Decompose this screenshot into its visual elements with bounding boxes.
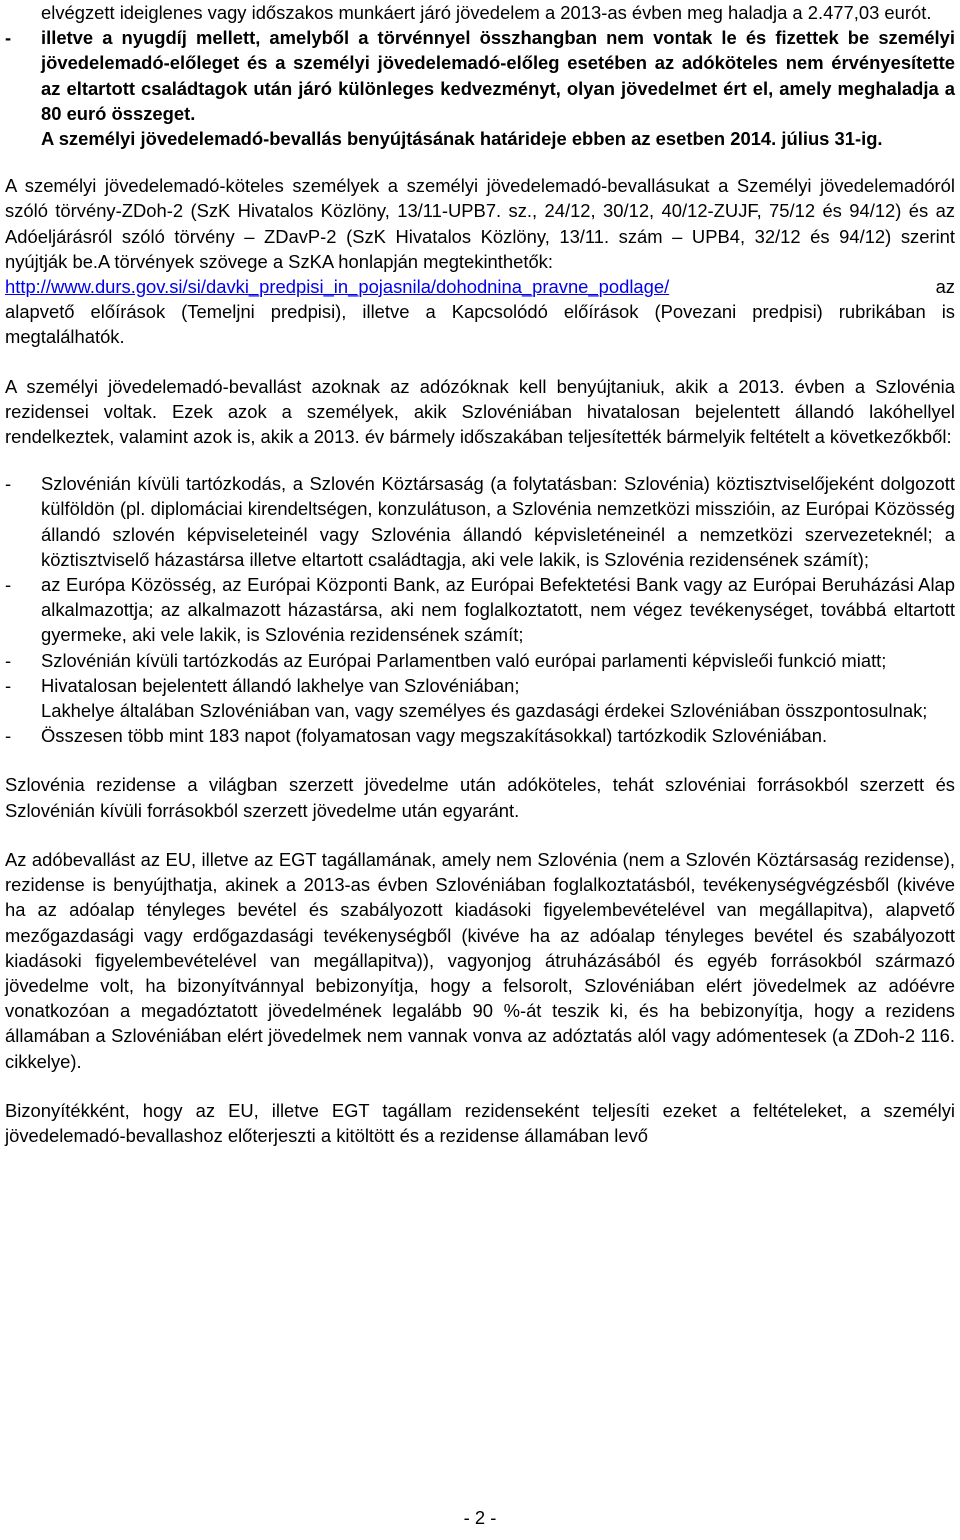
condition-item-3 — [5, 648, 955, 673]
condition-text: az Európa Közösség, az Európai Központi Bank, az Európai Befektetési Bank vagy az Európai Beruházási Alap alkalmazottja; az alkalmazott házastársa, aki nem foglalkoztatott, nem végez tevékenységet, továbbá eltartott gyermeke, aki vele lakik, is Szlovénia rezidensének számít; — [41, 574, 955, 646]
condition-item-5 — [5, 723, 955, 748]
condition-text: Összesen több mint 183 napot (folyamatosan vagy megszakításokkal) tartózkodik Szlovéniában. — [41, 725, 828, 747]
list-dash: - — [5, 27, 12, 49]
condition-item-4 — [5, 673, 955, 698]
condition-text: Szlovénián kívüli tartózkodás az Európai Parlamentben való európai parlamenti képvisleői funkció miatt; — [41, 649, 887, 671]
proof-paragraph: Bizonyítékként, hogy az EU, illetve EGT tagállam rezidenseként teljesíti ezeket a feltételeket, a személyi jövedelemadó-bevallashoz előterjeszti a kitöltött és a rezidense államában levő — [5, 1099, 955, 1146]
list-dash: - — [5, 674, 12, 696]
url-line — [5, 274, 955, 299]
eu-residents-paragraph: Az adóbevallást az EU, illetve az EGT tagállamának, amely nem Szlovénia (nem a Szlovén Köztársaság rezidense), rezidense is benyújthatja, akinek a 2013-as évben Szlovéniában foglalkoztatásból, tevékenységvégzésből (kivéve ha az adóalap tényleges bevétel és szabályozott kiadásoki figyelembevételével van megállapitva), alapvető mezőgazdasági vagy erdőgazdasági tevékenységből (kivéve ha az adóalap tényleges bevétel és szabályozott kiadásoki figyelembevételével van megállapitva)), vagyonjog átruházásából és egyéb forrásokból származó jövedelme volt, ha bizonyítvánnyal bebizonyítja, hogy a felsorolt, Szlovéniában elért jövedelmek az adóévre vonatkozóan a megadóztatott jövedelmének legalább 90 %-át teszik ki, és ha bebizonyítja, hogy a rezidens államában a Szlovéniában elért jövedelmek nem vannak vonva az adóztatás alól vagy adómentesek (a ZDoh-2 116. cikkelye). — [5, 848, 955, 1072]
intro-continuation: elvégzett ideiglenes vagy időszakos munkáert járó jövedelem a 2013-as évben meg haladja a 2.477,03 eurót. — [41, 2, 932, 23]
list-dash: - — [5, 649, 12, 671]
bold-list-item — [5, 25, 955, 126]
page-number: - 2 - — [463, 1507, 497, 1528]
world-income-paragraph: Szlovénia rezidense a világban szerzett jövedelme után adóköteles, tehát szlovéniai forrásokból szerzett és Szlovénián kívüli forrásokból szerzett jövedelme után egyaránt. — [5, 774, 955, 821]
residents-paragraph: A személyi jövedelemadó-bevallást azoknak az adózóknak kell benyújtaniuk, akik a 2013. évben a Szlovénia rezidensei voltak. Ezek azok a személyek, akik Szlovéniában hivatalosan bejelentett állandó lakóhellyel rendelkeztek, valamint azok is, akik a 2013. év bármely időszakában teljesítették bármelyik feltételt a következőkből: — [5, 375, 955, 448]
law-paragraph — [5, 173, 955, 274]
durs-link[interactable]: http://www.durs.gov.si/si/davki_predpisi_in_pojasnila/dohodnina_pravne_podlage/ — [5, 276, 670, 298]
law-paragraph-text: A személyi jövedelemadó-köteles személyek a személyi jövedelemadó-bevallásukat a Személyi jövedelemadóról szóló törvény-ZDoh-2 (SzK Hivatalos Közlöny, 13/11-UPB7. sz., 24/12, 30/12, 40/12-ZUJF, 75/12 és 94/12) és az Adóeljárásról szóló törvény – ZDavP-2 (SzK Hivatalos Közlöny, 13/11. szám – UPB4, 32/12 és 94/12) szerint nyújtják be.A törvények szövege a SzKA honlapján megtekinthetők: — [5, 175, 955, 272]
condition-text: Hivatalosan bejelentett állandó lakhelye van Szlovéniában; — [41, 674, 520, 696]
page-content — [5, 0, 955, 1148]
url-trailing-word: az — [935, 276, 955, 298]
condition-text: Szlovénián kívüli tartózkodás, a Szlovén Köztársaság (a folytatásban: Szlovénia) köztisztviselőjeként dolgozott külföldön (pl. diplomáciai kirendeltségen, konzulátuson, a Szlovénia nemzetközi misszióin, az Európai Közösség állandó szlovén képviseleteinél vagy Szlovénia állandó képvisleténeinél a nemzetközi szervezeteknél; a köztisztviselő házastársa illetve eltartott családtagja, aki vele lakik, is Szlovénia rezidensének számít); — [41, 473, 955, 570]
deadline-note: A személyi jövedelemadó-bevallás benyújtásának határideje ebben az esetben 2014. július 31-ig. — [41, 128, 883, 150]
list-dash: - — [5, 725, 12, 747]
list-dash: - — [5, 473, 12, 495]
condition-item-1 — [5, 471, 955, 572]
law-paragraph-rest: alapvető előírások (Temeljni predpisi), illetve a Kapcsolódó előírások (Povezani predpisi) rubrikában is megtalálhatók. — [5, 301, 955, 348]
condition-extra: Lakhelye általában Szlovéniában van, vagy személyes és gazdasági érdekei Szlovéniában összpontosulnak; — [41, 700, 928, 722]
condition-item-2 — [5, 572, 955, 648]
bold-item-text: illetve a nyugdíj mellett, amelyből a törvénnyel összhangban nem vontak le és fizettek be személyi jövedelemadó-előleget és a személyi jövedelemadó-előleg esetében az adóköteles nem érvényesítette az eltartott családtagok után járó különleges kedvezményt, olyan jövedelmet ért el, amely meghaladja a 80 euró összeget. — [41, 27, 955, 124]
list-dash: - — [5, 574, 12, 596]
